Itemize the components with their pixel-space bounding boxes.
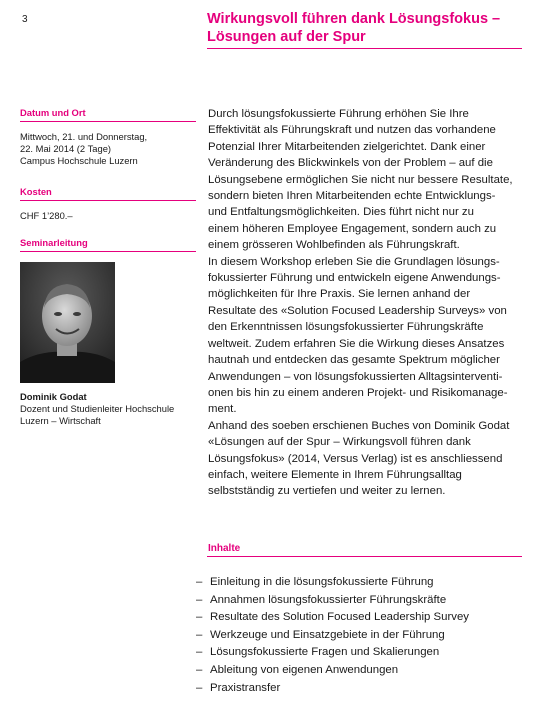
body-line: ment. bbox=[208, 403, 237, 416]
seminar-lead-name: Dominik Godat bbox=[20, 391, 87, 402]
body-line: In diesem Workshop erleben Sie die Grundlagen lösungs- bbox=[208, 255, 500, 268]
date-divider bbox=[20, 121, 196, 122]
title-line: Lösungen auf der Spur bbox=[207, 29, 366, 45]
cost-divider bbox=[20, 200, 196, 201]
contents-divider bbox=[207, 556, 522, 557]
body-line: einem grösseren Wohlbefinden als Führungskraft. bbox=[208, 239, 460, 252]
body-line: den Erkenntnissen lösungsfokussierter Führungskräfte bbox=[208, 321, 484, 334]
list-item bbox=[196, 680, 469, 698]
topic-text: Annahmen lösungsfokussierter Führungskräfte bbox=[210, 593, 447, 606]
list-item bbox=[196, 627, 469, 645]
topic-text: Ableitung von eigenen Anwendungen bbox=[210, 663, 399, 676]
list-item bbox=[196, 574, 469, 592]
body-line: Effektivität als Führungskraft und nutzen das vorhandene bbox=[208, 124, 496, 137]
date-location bbox=[20, 131, 195, 167]
list-item bbox=[196, 662, 469, 680]
body-line: fokussierter Führung und entwickeln eigene Anwendungs- bbox=[208, 272, 501, 285]
seminar-lead-divider bbox=[20, 251, 196, 252]
topic-text: Lösungsfokussierte Fragen und Skalierungen bbox=[210, 646, 440, 659]
body-line: Durch lösungsfokussierte Führung erhöhen Sie Ihre bbox=[208, 108, 469, 120]
date-heading: Datum und Ort bbox=[20, 107, 86, 118]
dash-bullet: – bbox=[196, 593, 203, 606]
body-line: selbstständig zu vertiefen und weiter zu lernen. bbox=[208, 485, 446, 498]
dash-bullet: – bbox=[196, 611, 203, 624]
body-line: einem höheren Employee Engagement, sondern auch zu bbox=[208, 222, 497, 235]
body-line: und Entfaltungsmöglichkeiten. Dies führt nicht nur zu bbox=[208, 206, 474, 219]
body-line: Potenzial Ihrer Mitarbeitenden zielgerichtet. Dank einer bbox=[208, 140, 486, 153]
role-line: Dozent und Studienleiter Hochschule bbox=[20, 403, 175, 414]
course-description bbox=[208, 106, 523, 500]
body-line: einfach, weitere Elemente in Ihrem Führungsalltag bbox=[208, 468, 462, 481]
list-item bbox=[196, 609, 469, 627]
topic-text: Praxistransfer bbox=[210, 681, 281, 694]
dash-bullet: – bbox=[196, 663, 203, 676]
dash-bullet: – bbox=[196, 576, 203, 588]
body-line: möglichkeiten für Ihre Praxis. Sie lernen anhand der bbox=[208, 288, 471, 301]
seminar-lead-role bbox=[20, 403, 195, 427]
dash-bullet: – bbox=[196, 628, 203, 641]
body-line: Anhand des soeben erschienen Buches von Dominik Godat bbox=[208, 419, 510, 432]
body-line: hautnah und entdecken das gesamte Spektrum möglicher bbox=[208, 354, 500, 367]
cost-heading: Kosten bbox=[20, 186, 52, 197]
page-title bbox=[207, 10, 523, 46]
title-line: Wirkungsvoll führen dank Lösungsfokus – bbox=[207, 11, 501, 27]
role-line: Luzern – Wirtschaft bbox=[20, 415, 101, 426]
seminar-lead-heading: Seminarleitung bbox=[20, 237, 88, 248]
list-item bbox=[196, 644, 469, 662]
dash-bullet: – bbox=[196, 681, 203, 694]
topic-text: Einleitung in die lösungsfokussierte Führung bbox=[210, 576, 434, 588]
list-item bbox=[196, 592, 469, 610]
body-line: weltweit. Zudem erfahren Sie die Wirkung dieses Ansatzes bbox=[208, 337, 505, 350]
page-number: 3 bbox=[22, 14, 28, 25]
topics-list bbox=[196, 574, 469, 697]
dash-bullet: – bbox=[196, 646, 203, 659]
date-line: Mittwoch, 21. und Donnerstag, bbox=[20, 131, 148, 142]
body-line: sondern bieten Ihren Mitarbeitenden echte Entwicklungs- bbox=[208, 190, 496, 203]
body-line: Veränderung des Blickwinkels von der Problem – auf die bbox=[208, 157, 493, 170]
portrait-photo bbox=[20, 262, 115, 383]
date-line: 22. Mai 2014 (2 Tage) bbox=[20, 143, 112, 154]
body-line: onen bis hin zu einem anderen Projekt- und Risikomanage- bbox=[208, 386, 508, 399]
topic-text: Werkzeuge und Einsatzgebiete in der Führung bbox=[210, 628, 445, 641]
title-divider bbox=[207, 48, 522, 49]
location-line: Campus Hochschule Luzern bbox=[20, 155, 138, 166]
body-line: «Lösungen auf der Spur – Wirkungsvoll führen dank bbox=[208, 436, 471, 449]
body-line: Lösungsebene ermöglichen Sie nicht nur bessere Resultate, bbox=[208, 173, 513, 186]
topic-text: Resultate des Solution Focused Leadership Survey bbox=[210, 611, 469, 624]
body-line: Lösungsfokus» (2014, Versus Verlag) ist es anschliessend bbox=[208, 452, 503, 465]
body-line: Resultate des «Solution Focused Leadership Surveys» von bbox=[208, 304, 507, 317]
contents-heading: Inhalte bbox=[208, 543, 241, 554]
body-line: Anwendungen – von lösungsfokussierten Alltagsinterventi- bbox=[208, 370, 503, 383]
cost-value: CHF 1’280.– bbox=[20, 210, 73, 221]
